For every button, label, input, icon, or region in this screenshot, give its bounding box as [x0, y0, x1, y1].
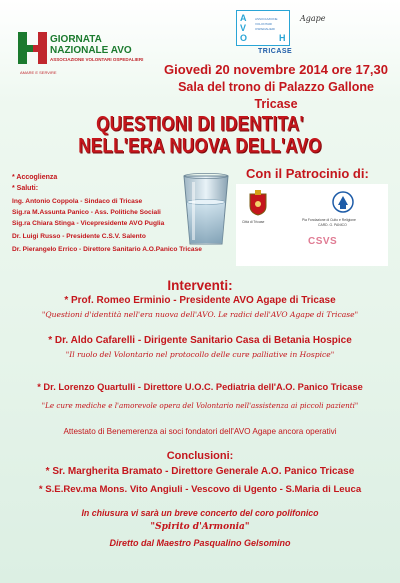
program-saluti: * Saluti:	[12, 185, 39, 192]
talk-topic-3: "Le cure mediche e l'amorevole opera del Volontario nell'assistenza ai piccoli pazienti"	[41, 401, 359, 410]
patrocinio-entity1: Città di Tricase	[242, 220, 265, 224]
guest-item: Ing. Antonio Coppola - Sindaco di Tricase	[12, 198, 143, 205]
event-city: Tricase	[254, 97, 298, 111]
logo-city: TRICASE	[258, 48, 293, 55]
program-accoglienza: * Accoglienza	[12, 174, 58, 181]
event-place: Sala del trono di Palazzo Gallone	[178, 80, 374, 94]
city-crest-icon	[248, 190, 268, 216]
conclusioni-title: Conclusioni:	[166, 450, 234, 462]
giornata-assoc: ASSOCIAZIONE VOLONTARI OSPEDALIERI	[50, 57, 144, 62]
giornata-tagline: AMARE E SERVIRE	[20, 70, 57, 75]
giornata-avo-logo	[14, 26, 154, 78]
avo-h-logo-icon	[16, 28, 50, 68]
logo-letter-v: V	[240, 23, 247, 33]
logo-letter-a: A	[240, 13, 247, 23]
patrocinio-csv-logo: CSVS	[308, 236, 338, 247]
talk-topic-1: "Questioni d'identità nell'era nuova dell'AVO. Le radici dell'AVO Agape di Tricase"	[41, 310, 359, 319]
speaker-1: * Prof. Romeo Erminio - Presidente AVO Agape di Tricase	[64, 295, 336, 306]
giornata-line2: NAZIONALE AVO	[50, 45, 132, 56]
logo-line: OSPEDALIERI	[255, 27, 276, 31]
main-title-line1: QUESTIONI DI IDENTITA'	[96, 111, 304, 136]
giornata-line1: GIORNATA	[50, 34, 102, 45]
talk-topic-2: "Il ruolo del Volontario nel protocollo delle cure palliative in Hospice"	[65, 350, 335, 359]
foundation-crest-icon	[331, 190, 355, 214]
avo-tricase-logo-box	[236, 10, 290, 46]
patrocinio-entity2-line1: Pia Fondazione di Culto e Religione	[302, 218, 356, 222]
attestato-text: Attestato di Benemerenza ai soci fondatori dell'AVO Agape ancora operativi	[63, 427, 337, 436]
logo-lines	[255, 17, 278, 32]
guest-item: Sig.ra M.Assunta Panico - Ass. Politiche Sociali	[12, 209, 161, 216]
conclusioni-item: * S.E.Rev.ma Mons. Vito Angiuli - Vescovo di Ugento - S.Maria di Leuca	[38, 484, 362, 495]
event-date-time: Giovedì 20 novembre 2014 ore 17,30	[163, 62, 388, 77]
choir-director: Diretto dal Maestro Pasqualino Gelsomino	[109, 538, 291, 548]
conclusioni-item: * Sr. Margherita Bramato - Direttore Generale A.O. Panico Tricase	[45, 466, 355, 477]
logo-letter-o: O	[240, 33, 248, 43]
interventi-title: Interventi:	[167, 278, 233, 293]
guest-item: Sig.ra Chiara Stinga - Vicepresidente AVO Puglia	[12, 220, 165, 227]
main-title-line2: NELL'ERA NUOVA DELL'AVO	[78, 133, 322, 158]
logo-line: ASSOCIAZIONE	[255, 17, 278, 21]
logo-letter-h: H	[279, 33, 286, 43]
guest-item: Dr. Luigi Russo - Presidente C.S.V. Salento	[12, 233, 146, 240]
avo-tricase-logo	[236, 10, 292, 58]
speaker-2: * Dr. Aldo Cafarelli - Dirigente Sanitario Casa di Betania Hospice	[48, 335, 352, 346]
speaker-3: * Dr. Lorenzo Quartulli - Direttore U.O.C. Pediatria dell'A.O. Panico Tricase	[37, 382, 363, 392]
patrocinio-title: Con il Patrocinio di:	[246, 166, 369, 181]
agape-logo-text: Agape	[300, 14, 326, 23]
logo-line: VOLONTARI	[255, 22, 273, 26]
patrocinio-box	[236, 184, 388, 266]
water-glass-icon	[178, 172, 234, 248]
choir-name: "Spirito d'Armonia"	[150, 522, 250, 532]
closing-concert-text: In chiusura vi sarà un breve concerto del coro polifonico	[81, 508, 319, 518]
giornata-title	[50, 34, 132, 56]
patrocinio-entity2-line2: CARD. G. PANICO	[318, 223, 347, 227]
guest-item: Dr. Pierangelo Errico - Direttore Sanitario A.O.Panico Tricase	[12, 246, 202, 253]
